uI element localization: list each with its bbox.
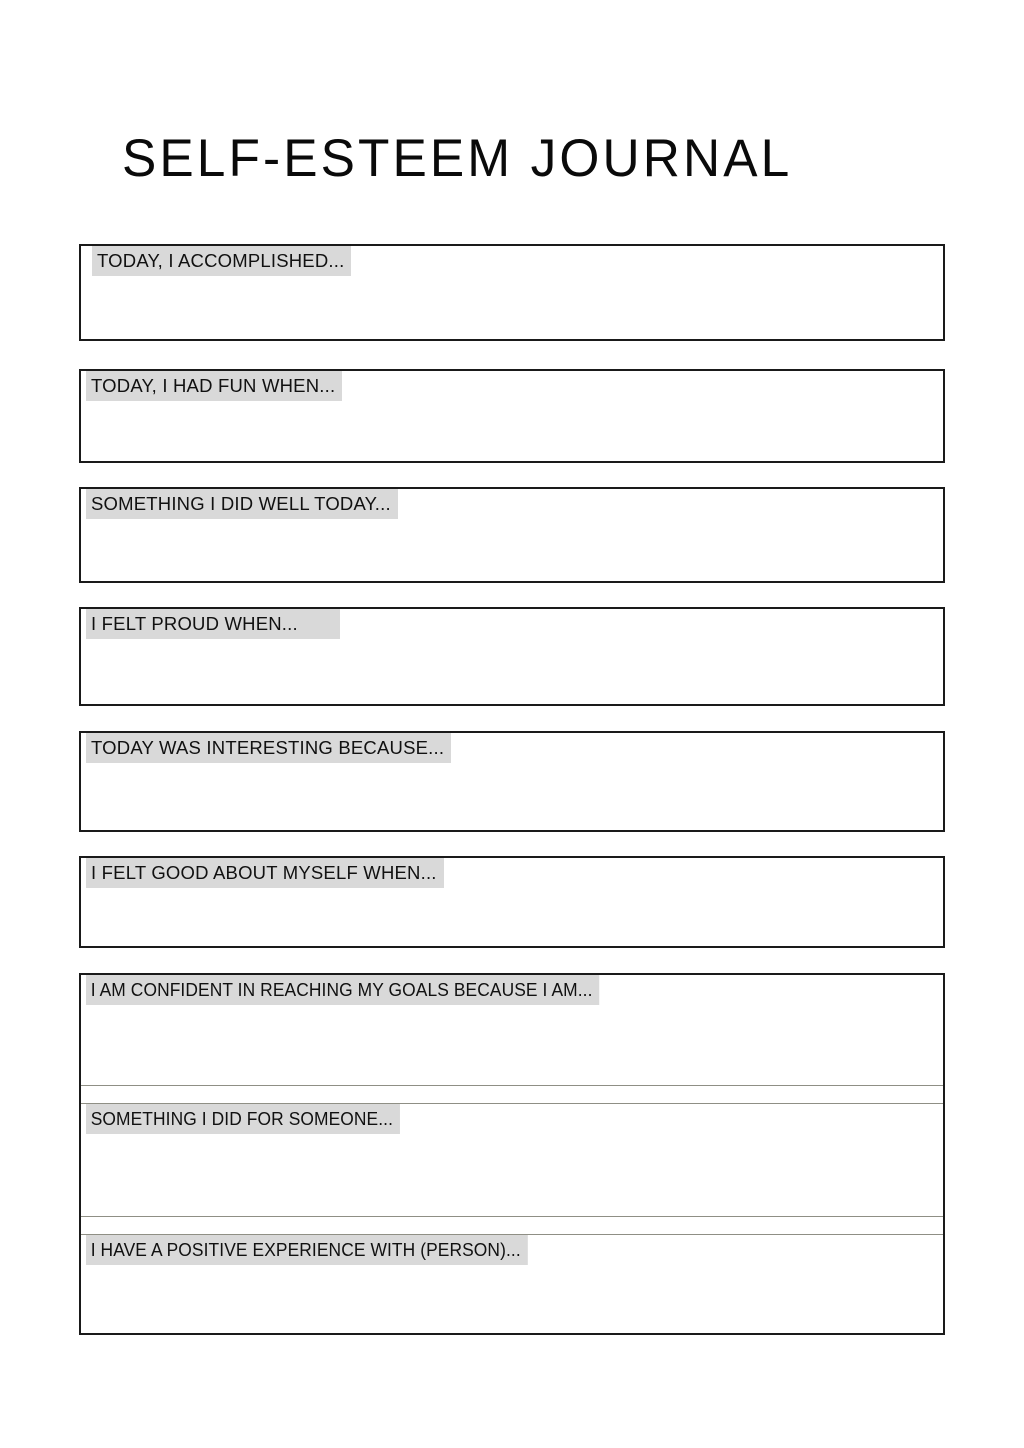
writing-area[interactable] xyxy=(81,401,943,461)
prompt-label-row xyxy=(81,975,943,1005)
prompt-label: SOMETHING I DID FOR SOMEONE... xyxy=(86,1104,400,1134)
prompt-label-row xyxy=(81,609,943,639)
prompt-label-row xyxy=(81,1104,943,1134)
prompt-label: I HAVE A POSITIVE EXPERIENCE WITH (PERSON)... xyxy=(86,1235,527,1265)
prompt-box[interactable] xyxy=(79,244,945,341)
prompt-label: TODAY, I ACCOMPLISHED... xyxy=(92,246,351,276)
prompt-label-row xyxy=(81,858,943,888)
prompt-section[interactable] xyxy=(81,1235,943,1333)
grouped-prompt-box xyxy=(79,973,945,1335)
section-separator xyxy=(81,1085,943,1104)
prompt-box[interactable] xyxy=(79,731,945,832)
writing-area[interactable] xyxy=(81,639,943,704)
writing-area[interactable] xyxy=(81,276,943,339)
prompt-label: TODAY WAS INTERESTING BECAUSE... xyxy=(86,733,451,763)
writing-area[interactable] xyxy=(81,1265,943,1329)
prompt-box[interactable] xyxy=(79,856,945,948)
prompt-label: TODAY, I HAD FUN WHEN... xyxy=(86,371,342,401)
prompt-label-row xyxy=(81,489,943,519)
prompt-label: I FELT PROUD WHEN... xyxy=(86,609,340,639)
prompt-label: I AM CONFIDENT IN REACHING MY GOALS BECAUSE I AM... xyxy=(86,975,599,1005)
writing-area[interactable] xyxy=(81,519,943,581)
writing-area[interactable] xyxy=(81,1005,943,1081)
prompt-label: SOMETHING I DID WELL TODAY... xyxy=(86,489,398,519)
prompt-label-row xyxy=(81,733,943,763)
prompt-section[interactable] xyxy=(81,1104,943,1216)
prompt-box[interactable] xyxy=(79,607,945,706)
prompt-label: I FELT GOOD ABOUT MYSELF WHEN... xyxy=(86,858,444,888)
prompt-box[interactable] xyxy=(79,369,945,463)
section-separator xyxy=(81,1216,943,1235)
writing-area[interactable] xyxy=(81,888,943,946)
writing-area[interactable] xyxy=(81,1134,943,1212)
writing-area[interactable] xyxy=(81,763,943,830)
page-title: SELF-ESTEEM JOURNAL xyxy=(122,128,793,188)
prompt-box-list xyxy=(79,244,945,1335)
prompt-label-row xyxy=(81,371,943,401)
prompt-box[interactable] xyxy=(79,487,945,583)
prompt-label-row xyxy=(81,246,943,276)
prompt-section[interactable] xyxy=(81,975,943,1085)
prompt-label-row xyxy=(81,1235,943,1265)
